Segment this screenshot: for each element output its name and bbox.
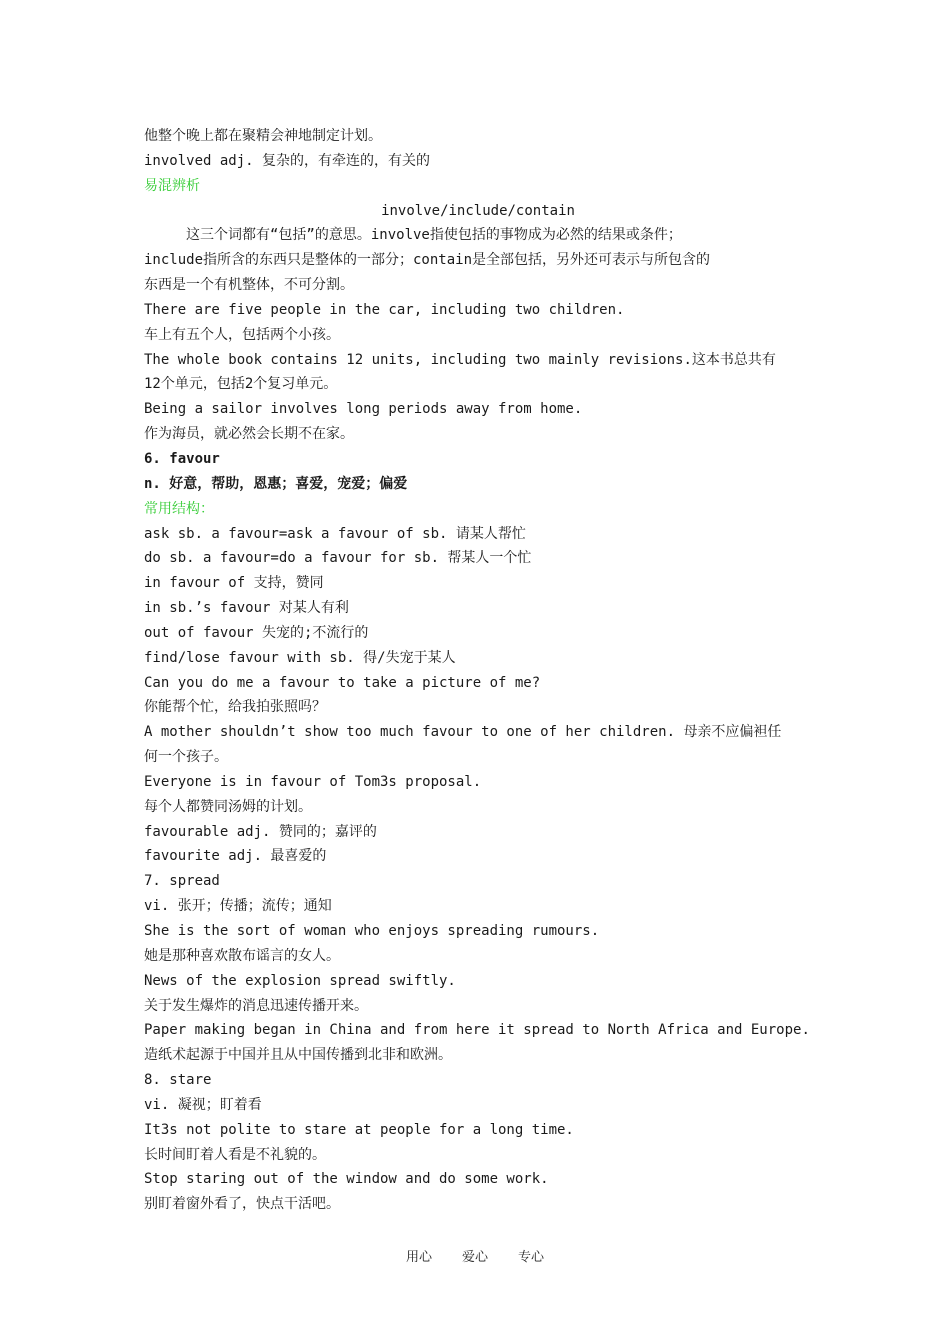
text-line: 你能帮个忙，给我拍张照吗？ [144,699,326,716]
text-line: 何一个孩子。 [144,749,228,766]
text-line: involve/include/contain [381,202,575,219]
section-heading: 易混辨析 [144,177,200,194]
text-line: Can you do me a favour to take a picture of me? [144,674,541,691]
text-line: 东西是一个有机整体，不可分割。 [144,277,354,294]
text-line: The whole book contains 12 units, including two mainly revisions.这本书总共有 [144,351,776,368]
text-line: Paper making began in China and from here it spread to North Africa and Europe. [144,1022,810,1039]
text-line: 每个人都赞同汤姆的计划。 [144,798,312,815]
section-heading: 常用结构： [144,500,214,517]
text-line: involved adj. 复杂的，有牵连的，有关的 [144,152,431,169]
text-line: 7. spread [144,873,220,890]
text-line: 车上有五个人，包括两个小孩。 [144,326,340,343]
text-line: She is the sort of woman who enjoys spreading rumours. [144,923,600,939]
text-line: include指所含的东西只是整体的一部分；contain是全部包括，另外还可表示与所包含的 [144,252,710,269]
text-line: out of favour 失宠的;不流行的 [144,624,369,641]
text-line: in favour of 支持，赞同 [144,575,324,592]
footer-item-yongxin: 用心 [405,1250,432,1265]
text-line: Stop staring out of the window and do some work. [144,1171,549,1188]
text-line: find/lose favour with sb. 得/失宠于某人 [144,649,456,666]
page-footer [0,1246,950,1270]
text-line: 长时间盯着人看是不礼貌的。 [144,1146,326,1163]
text-line: vi. 凝视；盯着看 [144,1096,262,1113]
document-body [144,124,812,1217]
text-line: 关于发生爆炸的消息迅速传播开来。 [144,997,368,1014]
footer-item-aixin: 爱心 [461,1250,488,1265]
entry-heading: 6. favour [144,450,220,467]
text-line: do sb. a favour=do a favour for sb. 帮某人一个忙 [144,550,532,567]
text-line: in sb.’s favour 对某人有利 [144,600,349,617]
text-line: 12个单元，包括2个复习单元。 [144,376,338,393]
text-line: 作为海员，就必然会长期不在家。 [144,426,354,443]
text-line: favourite adj. 最喜爱的 [144,848,327,865]
footer-item-zhuanxin: 专心 [518,1250,545,1265]
text-line: favourable adj. 赞同的；嘉评的 [144,823,377,840]
text-line: News of the explosion spread swiftly. [144,972,456,989]
text-line: 造纸术起源于中国并且从中国传播到北非和欧洲。 [144,1047,452,1064]
text-line: 这三个词都有“包括”的意思。involve指使包括的事物成为必然的结果或条件； [186,227,682,244]
text-line: vi. 张开；传播；流传；通知 [144,898,332,915]
text-line: 他整个晚上都在聚精会神地制定计划。 [144,128,382,144]
text-line: 别盯着窗外看了，快点干活吧。 [144,1196,340,1213]
text-line: 8. stare [144,1072,212,1089]
text-line: 她是那种喜欢散布谣言的女人。 [144,947,340,964]
text-line: A mother shouldn’t show too much favour to one of her children. 母亲不应偏袒任 [144,724,782,741]
entry-heading: n. 好意，帮助，恩惠；喜爱，宠爱；偏爱 [144,475,408,492]
text-line: Being a sailor involves long periods away from home. [144,401,583,418]
text-line: It3s not polite to stare at people for a long time. [144,1121,574,1138]
text-line: Everyone is in favour of Tom3s proposal. [144,773,482,790]
text-line: ask sb. a favour=ask a favour of sb. 请某人帮忙 [144,525,526,542]
text-line: There are five people in the car, including two children. [144,301,625,318]
